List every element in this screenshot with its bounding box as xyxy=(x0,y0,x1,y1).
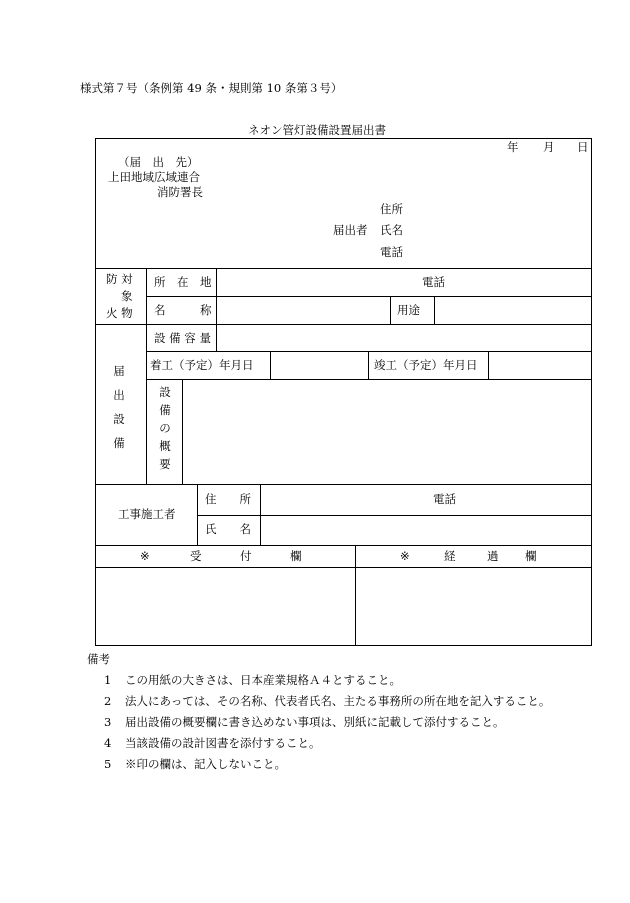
note-text: 届出設備の概要欄に書き込めない事項は、別紙に記載して添付すること。 xyxy=(125,715,505,729)
reception-mark: ※ xyxy=(140,549,150,563)
form-number: 様式第７号（条例第 49 条・規則第 10 条第３号） xyxy=(80,81,343,95)
equipment-overview-label: 設 備 の 概 要 xyxy=(159,385,171,471)
property-group-label-2: 象 xyxy=(121,289,133,303)
property-location-label: 所 在 地 xyxy=(154,275,212,289)
note-text: 当該設備の設計図書を添付すること。 xyxy=(125,736,321,750)
progress-mark: ※ xyxy=(400,549,410,563)
notifier-role-label: 届出者 xyxy=(333,223,368,237)
contractor-phone-label: 電話 xyxy=(433,492,456,506)
equipment-start-date-label: 着工（予定）年月日 xyxy=(150,358,254,372)
reception-char-1: 受 xyxy=(190,549,202,563)
reception-char-2: 付 xyxy=(240,549,252,563)
reception-char-3: 欄 xyxy=(290,549,302,563)
note-number: 4 xyxy=(104,736,112,750)
date-month-label: 月 xyxy=(543,140,555,154)
equipment-group-label: 届 出 設 備 xyxy=(113,364,125,450)
property-group-label-1: 防 対 xyxy=(106,272,133,286)
progress-char-1: 経 xyxy=(444,549,456,563)
property-group-label-3: 火 物 xyxy=(106,306,133,320)
note-number: 5 xyxy=(104,757,112,771)
note-number: 1 xyxy=(104,673,112,687)
date-year-label: 年 xyxy=(507,140,519,154)
property-name-label: 名 称 xyxy=(154,303,212,317)
form-title: ネオン管灯設備設置届出書 xyxy=(248,123,386,137)
equipment-capacity-label: 設 備 容 量 xyxy=(154,331,211,345)
addressee-label: （届 出 先） xyxy=(118,155,199,169)
note-number: 2 xyxy=(104,694,112,708)
note-text: この用紙の大きさは、日本産業規格Ａ４とすること。 xyxy=(125,673,401,687)
notes-heading: 備考 xyxy=(87,652,110,666)
equipment-complete-date-label: 竣工（予定）年月日 xyxy=(374,358,478,372)
contractor-label: 工事施工者 xyxy=(118,507,176,521)
property-use-label: 用途 xyxy=(397,303,420,317)
property-phone-label: 電話 xyxy=(422,275,445,289)
notifier-address-label: 住所 xyxy=(380,202,403,216)
notifier-name-label: 氏名 xyxy=(380,223,403,237)
progress-char-2: 過 xyxy=(487,549,499,563)
addressee-chief: 消防署長 xyxy=(157,185,203,199)
contractor-name-label: 氏 名 xyxy=(205,522,251,536)
notifier-phone-label: 電話 xyxy=(380,245,403,259)
addressee-org: 上田地域広域連合 xyxy=(108,170,200,184)
contractor-address-label: 住 所 xyxy=(205,492,251,506)
date-day-label: 日 xyxy=(577,140,589,154)
note-text: 法人にあっては、その名称、代表者氏名、主たる事務所の所在地を記入すること。 xyxy=(125,694,551,708)
note-number: 3 xyxy=(104,715,112,729)
note-text: ※印の欄は、記入しないこと。 xyxy=(125,757,286,771)
progress-char-3: 欄 xyxy=(525,549,537,563)
